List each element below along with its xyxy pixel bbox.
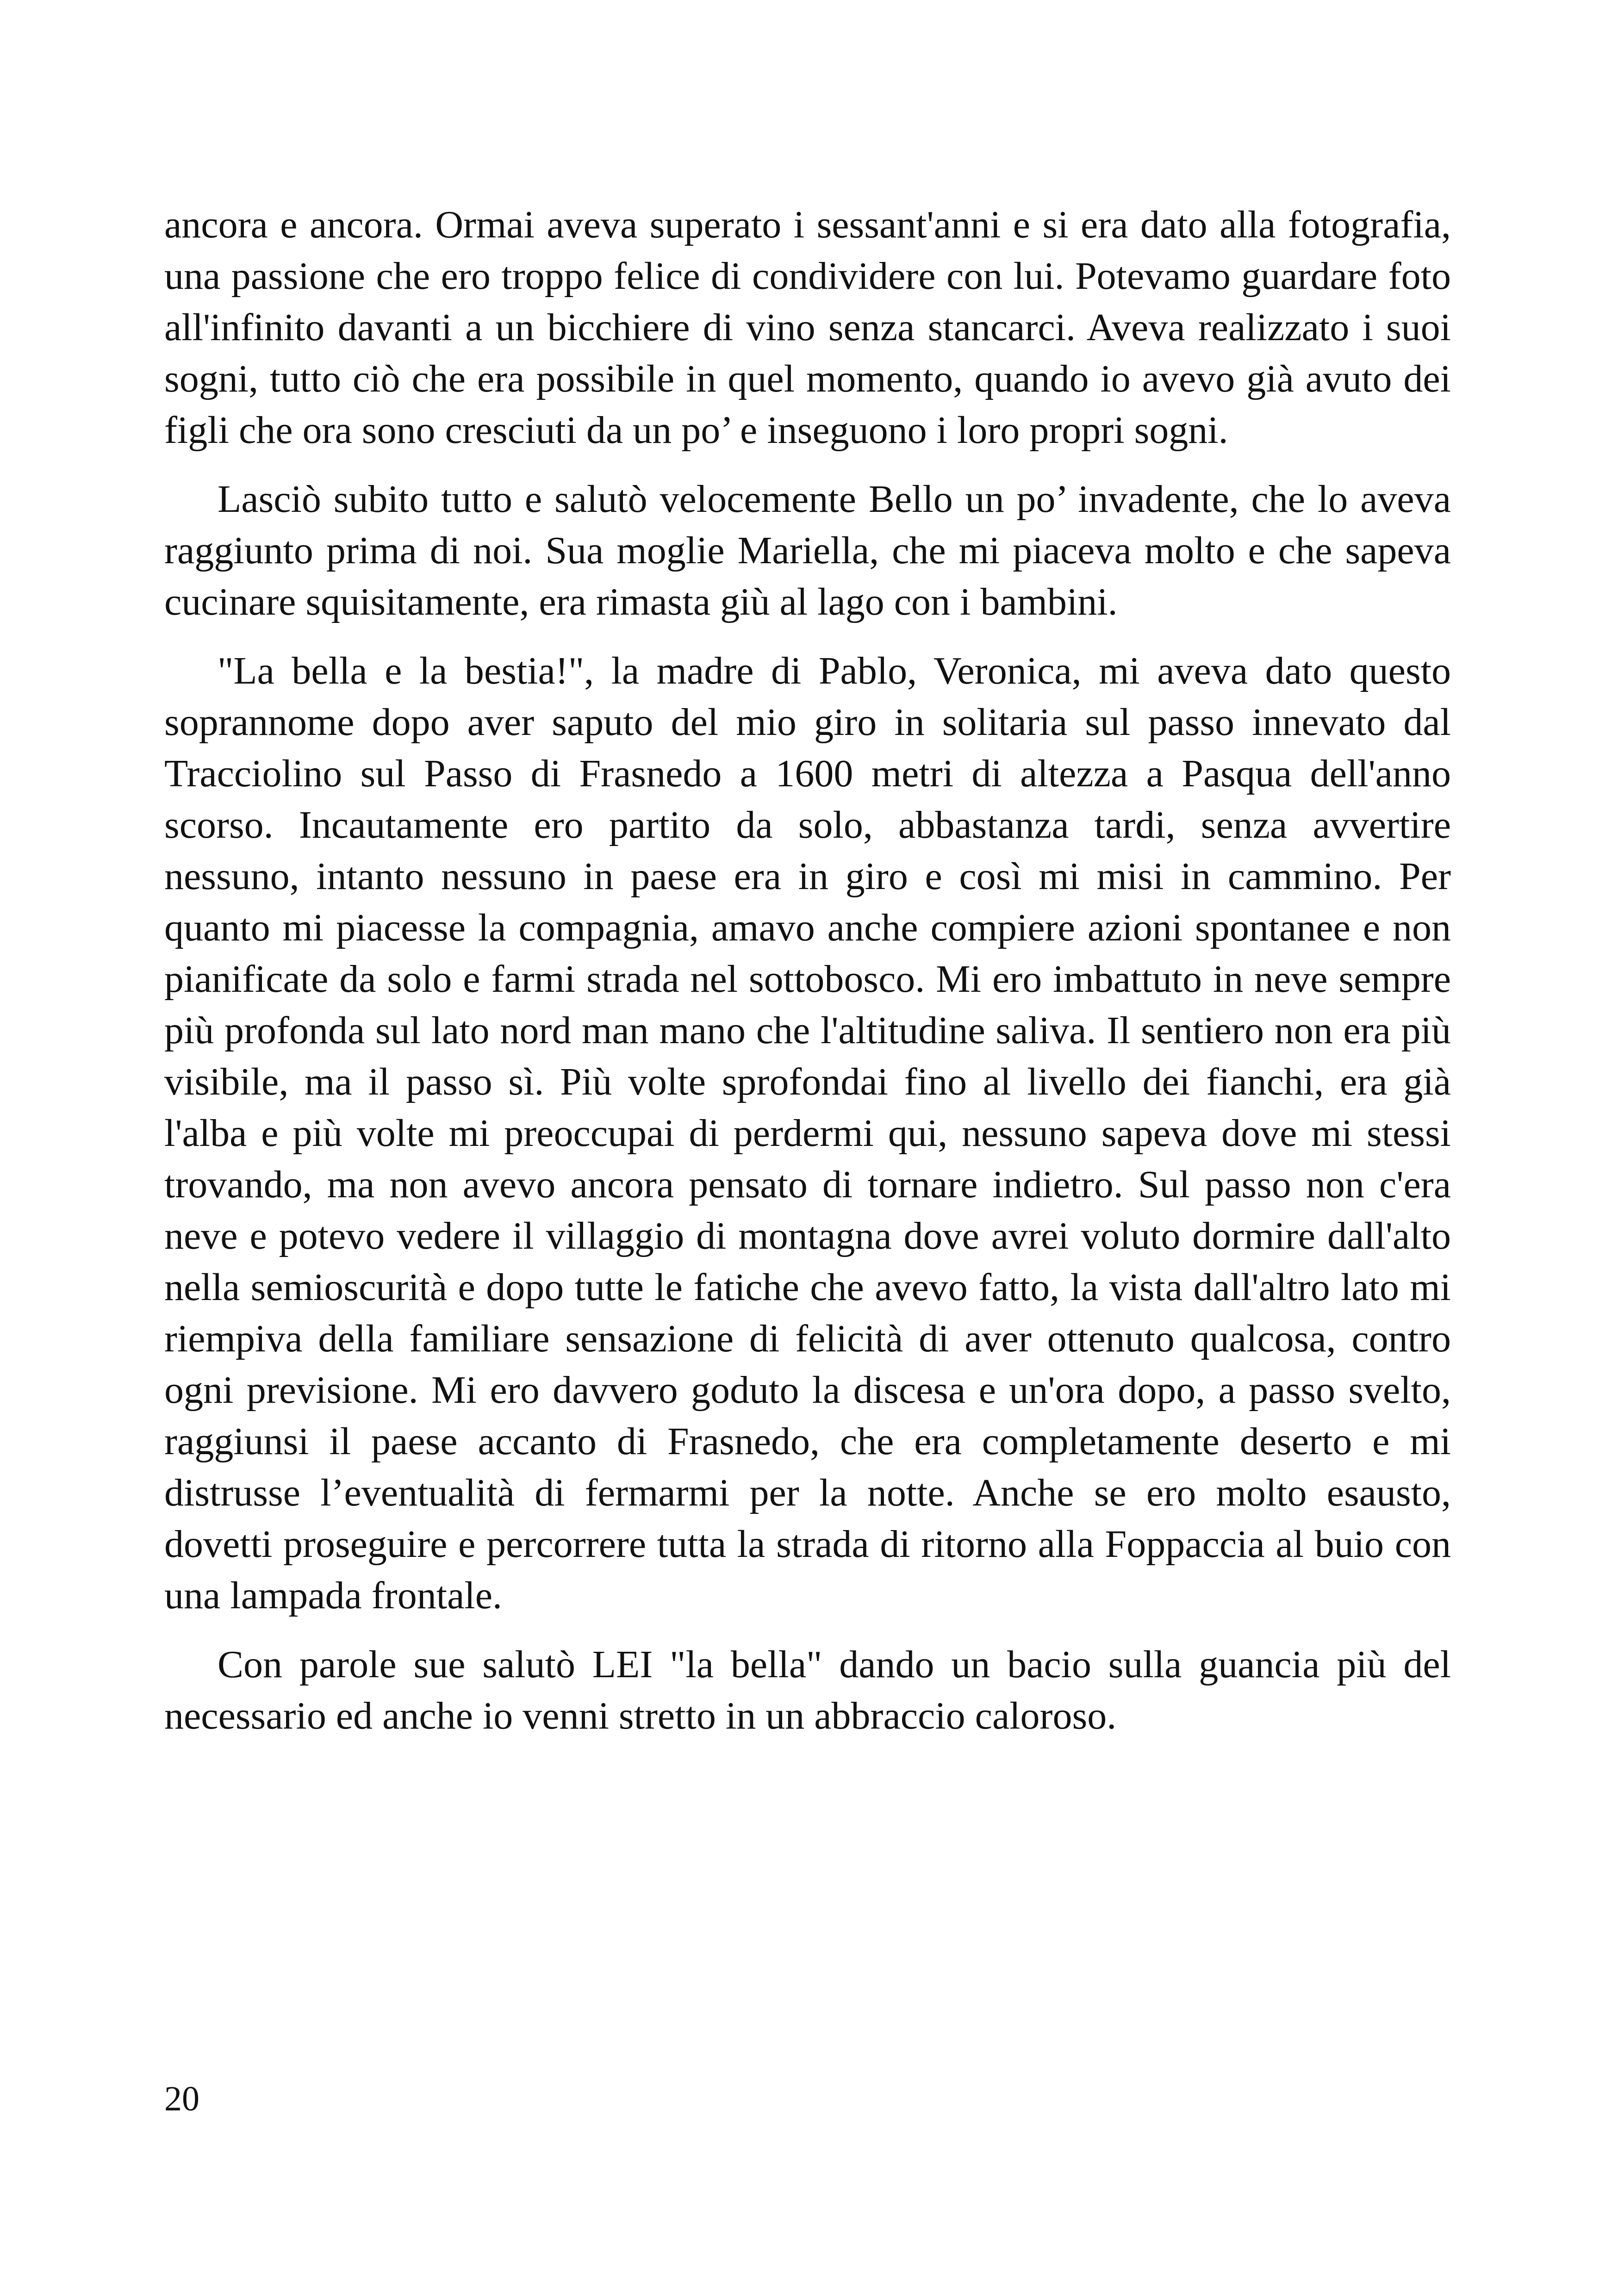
paragraph-saluto: Con parole sue salutò LEI "la bella" dando un bacio sulla guancia più del necessario ed anche io venni stretto in un abbraccio caloroso. <box>164 1643 1451 1737</box>
page-number: 20 <box>164 2079 199 2118</box>
paragraph-bella-e-bestia: "La bella e la bestia!", la madre di Pablo, Veronica, mi aveva dato questo soprannome dopo aver saputo del mio giro in solitaria sul passo innevato dal Tracciolino sul Passo di Frasnedo a 1600 metri di altezza a Pasqua dell'anno scorso. Incautamente ero partito da solo, abbastanza tardi, senza avvertire nessuno, intanto nessuno in paese era in giro e così mi misi in cammino. Per quanto mi piacesse la compagnia, amavo anche compiere azioni spontanee e non pianificate da solo e farmi strada nel sottobosco. Mi ero imbattuto in neve sempre più profonda sul lato nord man mano che l'altitudine saliva. Il sentiero non era più visibile, ma il passo sì. Più volte sprofondai fino al livello dei fianchi, era già l'alba e più volte mi preoccupai di perdermi qui, nessuno sapeva dove mi stessi trovando, ma non avevo ancora pensato di tornare indietro. Sul passo non c'era neve e potevo vedere il villaggio di montagna dove avrei voluto dormire dall'alto nella semioscurità e dopo tutte le fatiche che avevo fatto, la vista dall'altro lato mi riempiva della familiare sensazione di felicità di aver ottenuto qualcosa, contro ogni previsione. Mi ero davvero goduto la discesa e un'ora dopo, a passo svelto, raggiunsi il paese accanto di Frasnedo, che era completamente deserto e mi distrusse l’eventualità di fermarmi per la notte. Anche se ero molto esausto, dovetti proseguire e percorrere tutta la strada di ritorno alla Foppaccia al buio con una lampada frontale. <box>164 649 1451 1617</box>
paragraph-bello: Lasciò subito tutto e salutò velocemente Bello un po’ invadente, che lo aveva raggiunto prima di noi. Sua moglie Mariella, che mi piaceva molto e che sapeva cucinare squisitamente, era rimasta giù al lago con i bambini. <box>164 478 1451 623</box>
body-text <box>164 199 1451 1759</box>
paragraph-continuation: ancora e ancora. Ormai aveva superato i sessant'anni e si era dato alla fotografia, una passione che ero troppo felice di condividere con lui. Potevamo guardare foto all'infinito davanti a un bicchiere di vino senza stancarci. Aveva realizzato i suoi sogni, tutto ciò che era possibile in quel momento, quando io avevo già avuto dei figli che ora sono cresciuti da un po’ e inseguono i loro propri sogni. <box>164 203 1451 452</box>
